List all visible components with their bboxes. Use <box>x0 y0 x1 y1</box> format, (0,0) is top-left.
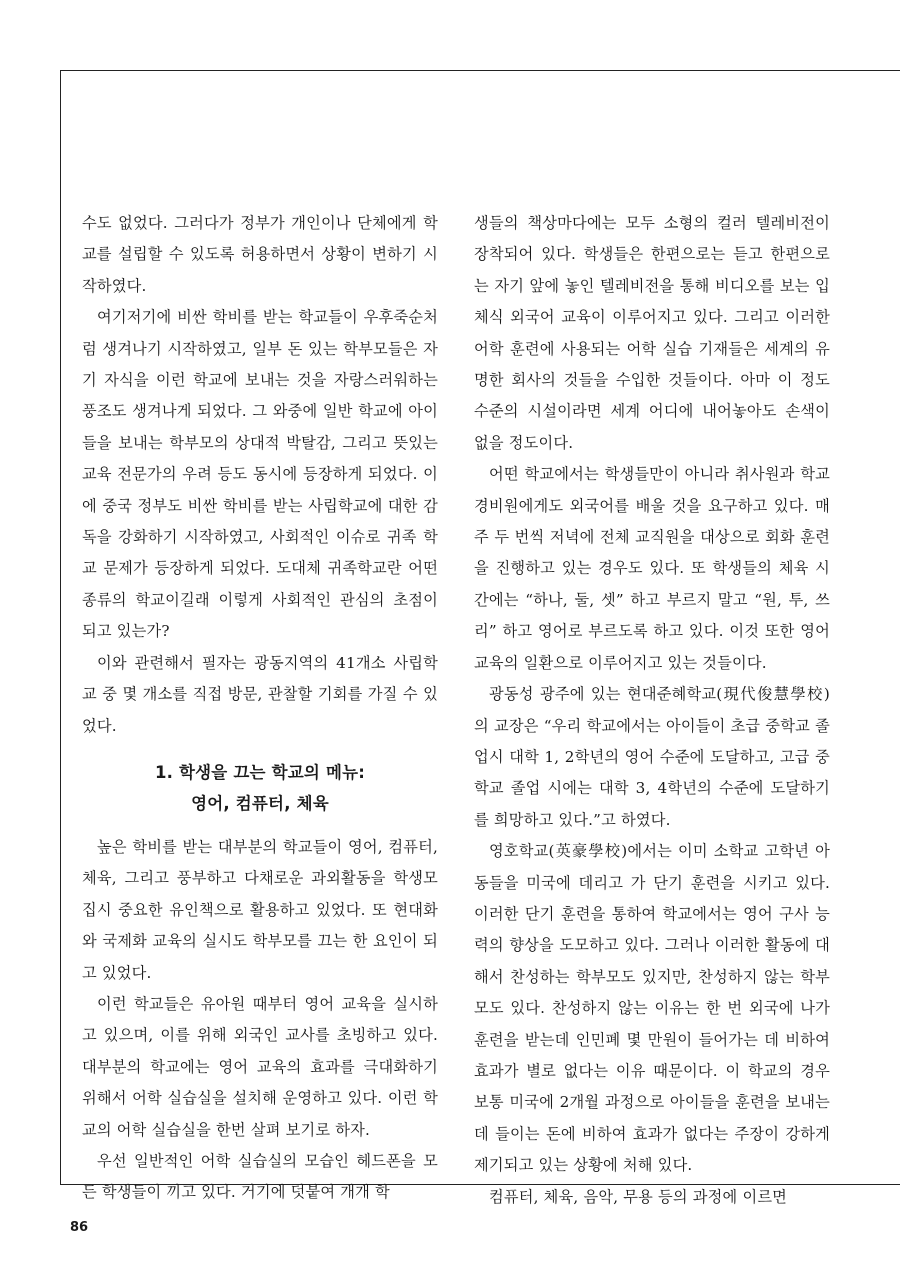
left-column <box>82 208 438 1209</box>
paragraph: 생들의 책상마다에는 모두 소형의 컬러 텔레비전이 장착되어 있다. 학생들은 한편으로는 듣고 한편으로는 자기 앞에 놓인 텔레비전을 통해 비디오를 보는 입체식 외국어 교육이 이루어지고 있다. 그리고 이러한 어학 훈련에 사용되는 어학 실습 기재들은 세계의 유명한 회사의 것들을 수입한 것들이다. 아마 이 정도 수준의 시설이라면 세계 어디에 내어놓아도 손색이 없을 정도이다. <box>474 214 830 452</box>
paragraph: 여기저기에 비싼 학비를 받는 학교들이 우후죽순처럼 생겨나기 시작하였고, 일부 돈 있는 학부모들은 자기 자식을 이런 학교에 보내는 것을 자랑스러워하는 풍조도 생겨나게 되었다. 그 와중에 일반 학교에 아이들을 보내는 학부모의 상대적 박탈감, 그리고 뜻있는 교육 전문가의 우려 등도 동시에 등장하게 되었다. 이에 중국 정부도 비싼 학비를 받는 사립학교에 대한 감독을 강화하기 시작하였고, 사회적인 이슈로 귀족 학교 문제가 등장하게 되었다. 도대체 귀족학교란 어떤 종류의 학교이길래 이렇게 사회적인 관심의 초점이 되고 있는가? <box>82 308 438 641</box>
paragraph: 우선 일반적인 어학 실습실의 모습인 헤드폰을 모든 학생들이 끼고 있다. 거기에 덧붙여 개개 학 <box>82 1151 438 1202</box>
right-column <box>474 208 830 1213</box>
paragraph: 수도 없었다. 그러다가 정부가 개인이나 단체에게 학교를 설립할 수 있도록 허용하면서 상황이 변하기 시작하였다. <box>82 214 438 295</box>
paragraph: 이런 학교들은 유아원 때부터 영어 교육을 실시하고 있으며, 이를 위해 외국인 교사를 초빙하고 있다. 대부분의 학교에는 영어 교육의 효과를 극대화하기 위해서 어학 실습실을 설치해 운영하고 있다. 이런 학교의 어학 실습실을 한번 살펴 보기로 하자. <box>82 994 438 1139</box>
paragraph: 이와 관련해서 필자는 광동지역의 41개소 사립학교 중 몇 개소를 직접 방문, 관찰할 기회를 가질 수 있었다. <box>82 653 438 735</box>
paragraph: 어떤 학교에서는 학생들만이 아니라 취사원과 학교 경비원에게도 외국어를 배울 것을 요구하고 있다. 매주 두 번씩 저녁에 전체 교직원을 대상으로 회화 훈련을 진행하고 있는 경우도 있다. 또 학생들의 체육 시간에는 “하나, 둘, 셋” 하고 부르지 말고 “원, 투, 쓰리” 하고 영어로 부르도록 하고 있다. 이것 또한 영어 교육의 일환으로 이루어지고 있는 것들이다. <box>474 465 830 672</box>
page-number: 86 <box>70 1220 89 1235</box>
paragraph: 컴퓨터, 체육, 음악, 무용 등의 과정에 이르면 <box>489 1187 788 1206</box>
section-heading-line: 영어, 컴퓨터, 체육 <box>191 793 329 813</box>
paragraph: 높은 학비를 받는 대부분의 학교들이 영어, 컴퓨터, 체육, 그리고 풍부하고 다채로운 과외활동을 학생모집시 중요한 유인책으로 활용하고 있었다. 또 현대화와 국제화 교육의 실시도 학부모를 끄는 한 요인이 되고 있었다. <box>82 837 438 982</box>
paragraph: 영호학교(英豪學校)에서는 이미 소학교 고학년 아동들을 미국에 데리고 가 단기 훈련을 시키고 있다. 이러한 단기 훈련을 통하여 학교에서는 영어 구사 능력의 향상을 도모하고 있다. 그러나 이러한 활동에 대해서 찬성하는 학부모도 있지만, 찬성하지 않는 학부모도 있다. 찬성하지 않는 이유는 한 번 외국에 나가 훈련을 받는데 인민폐 몇 만원이 들어가는 데 비하여 효과가 별로 없다는 이유 때문이다. 이 학교의 경우 보통 미국에 2개월 과정으로 아이들을 훈련을 보내는데 들이는 돈에 비하여 효과가 없다는 주장이 강하게 제기되고 있는 상황에 처해 있다. <box>474 842 830 1175</box>
section-heading <box>82 757 438 819</box>
paragraph: 광동성 광주에 있는 현대준혜학교(現代俊慧學校)의 교장은 “우리 학교에서는 아이들이 초급 중학교 졸업시 대학 1, 2학년의 영어 수준에 도달하고, 고급 중학교 졸업 시에는 대학 3, 4학년의 수준에 도달하기를 희망하고 있다.”고 하였다. <box>474 685 830 829</box>
section-heading-line: 1. 학생을 끄는 학교의 메뉴: <box>154 762 366 782</box>
